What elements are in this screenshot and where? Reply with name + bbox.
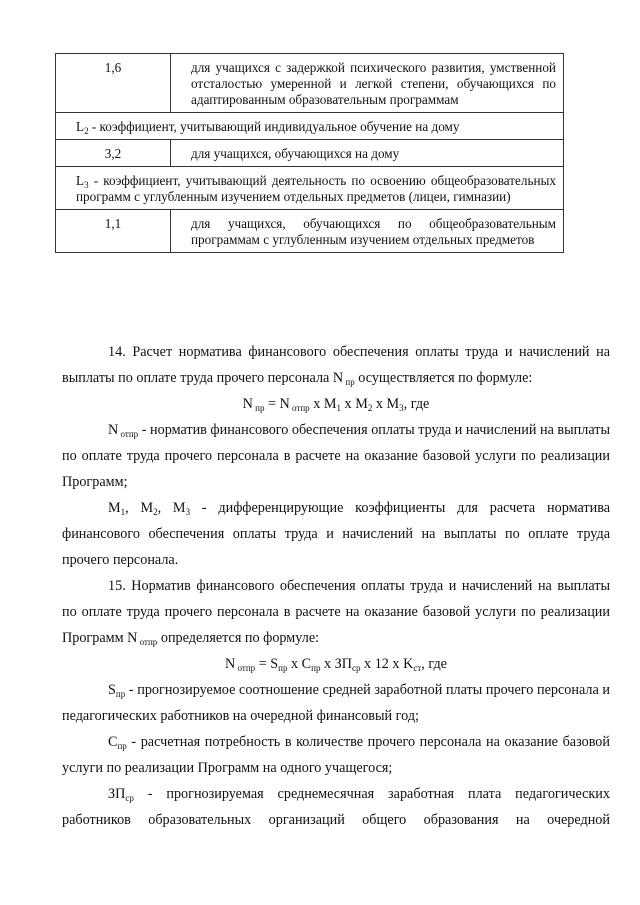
paragraph: 14. Расчет норматива финансового обеспечения оплаты труда и начислений на выплаты по оплате труда прочего персонала N $_{пр}$ осуществляется по формуле:	[62, 344, 610, 387]
table-row	[56, 167, 564, 210]
subscript: отпр	[118, 429, 139, 439]
paragraph: $C_{пр}$ - расчетная потребность в количестве прочего персонала на оказание базовой услуги по реализации Программ на одного учащегося;	[62, 734, 610, 776]
coefficient-header	[56, 167, 564, 210]
subscript: пр	[343, 377, 355, 387]
formula: N $_{отпр} = S_{пр}$ х $C_{пр}$ х $ЗП_{ср}$ х 12 х $K_{ст}$, где	[225, 656, 447, 673]
table-row	[56, 140, 564, 167]
subscript: 2	[153, 507, 158, 517]
document-body	[62, 339, 610, 833]
coefficient-symbol: L	[76, 173, 85, 188]
table-row	[56, 113, 564, 140]
coefficient-table-body	[56, 54, 564, 253]
paragraph: 15. Норматив финансового обеспечения оплаты труда и начислений на выплаты по оплате труда прочего персонала в расчете на оказание базовой услуги по реализации Программ N $_{отпр}$ определяется по формуле:	[62, 578, 610, 647]
table-row	[56, 210, 564, 253]
subscript: пр	[278, 663, 288, 673]
coefficient-subscript: 3	[84, 180, 89, 190]
subscript: ср	[352, 663, 361, 673]
coefficient-header-text: - коэффициент, учитывающий индивидуальное обучение на дому	[88, 119, 460, 134]
subscript: 1	[120, 507, 126, 517]
coefficient-value: 1,6	[56, 54, 171, 113]
subscript: отпр	[137, 637, 158, 647]
table-row	[56, 54, 564, 113]
subscript: ст	[413, 663, 422, 673]
coefficient-header-text: - коэффициент, учитывающий деятельность по освоению общеобразовательных программ с углубленным изучением отдельных предметов (лицеи, гимназии)	[76, 173, 556, 204]
subscript: отпр	[289, 403, 310, 413]
coefficient-header	[56, 113, 564, 140]
coefficient-description: для учащихся, обучающихся на дому	[171, 140, 564, 167]
subscript: 3	[399, 403, 404, 413]
formula: N $_{пр}$ = N $_{отпр}$ х $M_1$ х $M_2$ х $M_3$, где	[242, 396, 430, 413]
subscript: 3	[185, 507, 191, 517]
subscript: 1	[336, 403, 341, 413]
coefficient-description: для учащихся с задержкой психического развития, умственной отсталостью умеренной и легкой степени, обучающихся по адаптированным образовательным программам	[171, 54, 564, 113]
subscript: пр	[252, 403, 265, 413]
coefficient-table	[55, 53, 564, 253]
subscript: пр	[115, 689, 126, 699]
subscript: отпр	[235, 663, 256, 673]
subscript: пр	[117, 741, 127, 751]
coefficient-subscript: 2	[84, 126, 89, 136]
coefficient-value: 1,1	[56, 210, 171, 253]
coefficient-description: для учащихся, обучающихся по общеобразовательным программам с углубленным изучением отдельных предметов	[171, 210, 564, 253]
subscript: пр	[311, 663, 321, 673]
paragraph: $S_{пр}$ - прогнозируемое соотношение средней заработной платы прочего персонала и педагогических работников на очередной финансовый год;	[62, 682, 610, 724]
subscript: 2	[367, 403, 373, 413]
paragraph: N $_{отпр}$ - норматив финансового обеспечения оплаты труда и начислений на выплаты по оплате труда прочего персонала в расчете на оказание базовой услуги по реализации Программ;	[62, 422, 610, 490]
coefficient-symbol: L	[76, 119, 85, 134]
coefficient-value: 3,2	[56, 140, 171, 167]
subscript: ср	[125, 793, 134, 803]
paragraph: $ЗП_{ср}$ - прогнозируемая среднемесячная заработная плата педагогических работников образовательных организаций общего образования на очередной	[62, 786, 610, 828]
paragraph: $M_1$, $M_2$, $M_3$ - дифференцирующие коэффициенты для расчета норматива финансового обеспечения оплаты труда и начислений на выплаты по оплате труда прочего персонала.	[62, 500, 611, 568]
